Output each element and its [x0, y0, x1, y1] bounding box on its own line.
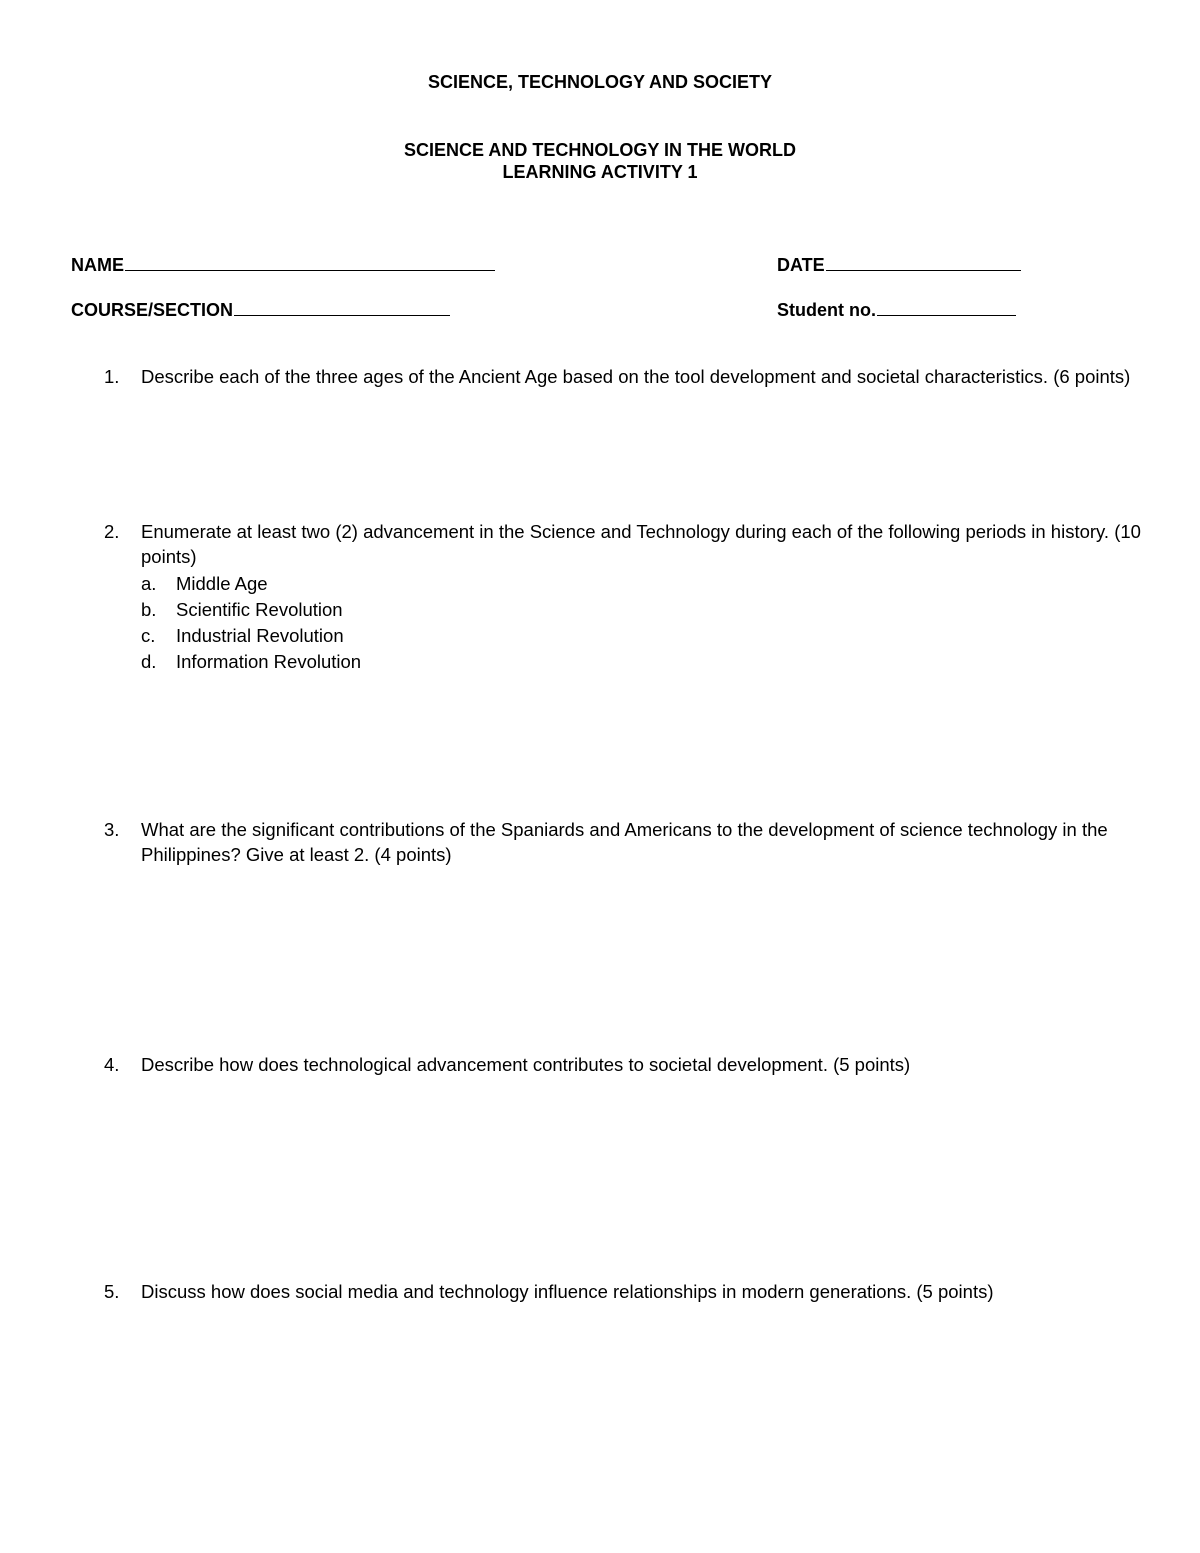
- date-label: DATE: [777, 255, 825, 275]
- question-text: Enumerate at least two (2) advancement in the Science and Technology during each of the following periods in history. (10 points): [141, 521, 1141, 567]
- question-number: 2.: [104, 521, 120, 542]
- activity-title: LEARNING ACTIVITY 1: [502, 162, 698, 182]
- question-number: 1.: [104, 366, 120, 387]
- question-text: Discuss how does social media and technology influence relationships in modern generations. (5 points): [141, 1281, 994, 1302]
- topic-title: SCIENCE AND TECHNOLOGY IN THE WORLD: [403, 140, 796, 160]
- sub-item-text: Middle Age: [176, 573, 268, 594]
- course-section-blank-line[interactable]: [234, 297, 450, 316]
- student-number-blank-line[interactable]: [877, 297, 1016, 316]
- question-text: Describe each of the three ages of the Ancient Age based on the tool development and societal characteristics. (6 points): [141, 366, 1131, 387]
- name-blank-line[interactable]: [125, 252, 495, 271]
- course-section-field: [71, 297, 450, 321]
- sub-item-text: Industrial Revolution: [176, 625, 344, 646]
- question-2: [104, 519, 1144, 675]
- student-number-label: Student no.: [777, 300, 876, 320]
- question-number: 4.: [104, 1054, 120, 1075]
- question-number: 5.: [104, 1281, 120, 1302]
- sub-item-letter: a.: [141, 573, 157, 594]
- sub-item-letter: c.: [141, 625, 156, 646]
- question-text: Describe how does technological advancement contributes to societal development. (5 points): [141, 1054, 911, 1075]
- sub-item: [141, 623, 1144, 649]
- sub-item-letter: d.: [141, 651, 157, 672]
- name-field: [71, 252, 495, 276]
- question-1: [104, 364, 1144, 389]
- date-field: [777, 252, 1021, 276]
- question-number: 3.: [104, 819, 120, 840]
- student-number-field: [777, 297, 1016, 321]
- course-section-label: COURSE/SECTION: [71, 300, 234, 320]
- question-text: What are the significant contributions of the Spaniards and Americans to the development of science technology in the Philippines? Give at least 2. (4 points): [141, 819, 1108, 865]
- question-3: [104, 817, 1144, 867]
- sub-item-list: [141, 571, 1144, 675]
- course-title: SCIENCE, TECHNOLOGY AND SOCIETY: [427, 72, 773, 92]
- date-blank-line[interactable]: [826, 252, 1021, 271]
- question-5: [104, 1279, 1144, 1304]
- sub-item: [141, 649, 1144, 675]
- sub-item-text: Scientific Revolution: [176, 599, 343, 620]
- question-4: [104, 1052, 1144, 1077]
- sub-item-text: Information Revolution: [176, 651, 362, 672]
- name-label: NAME: [71, 255, 124, 275]
- sub-item-letter: b.: [141, 599, 157, 620]
- sub-item: [141, 597, 1144, 623]
- sub-item: [141, 571, 1144, 597]
